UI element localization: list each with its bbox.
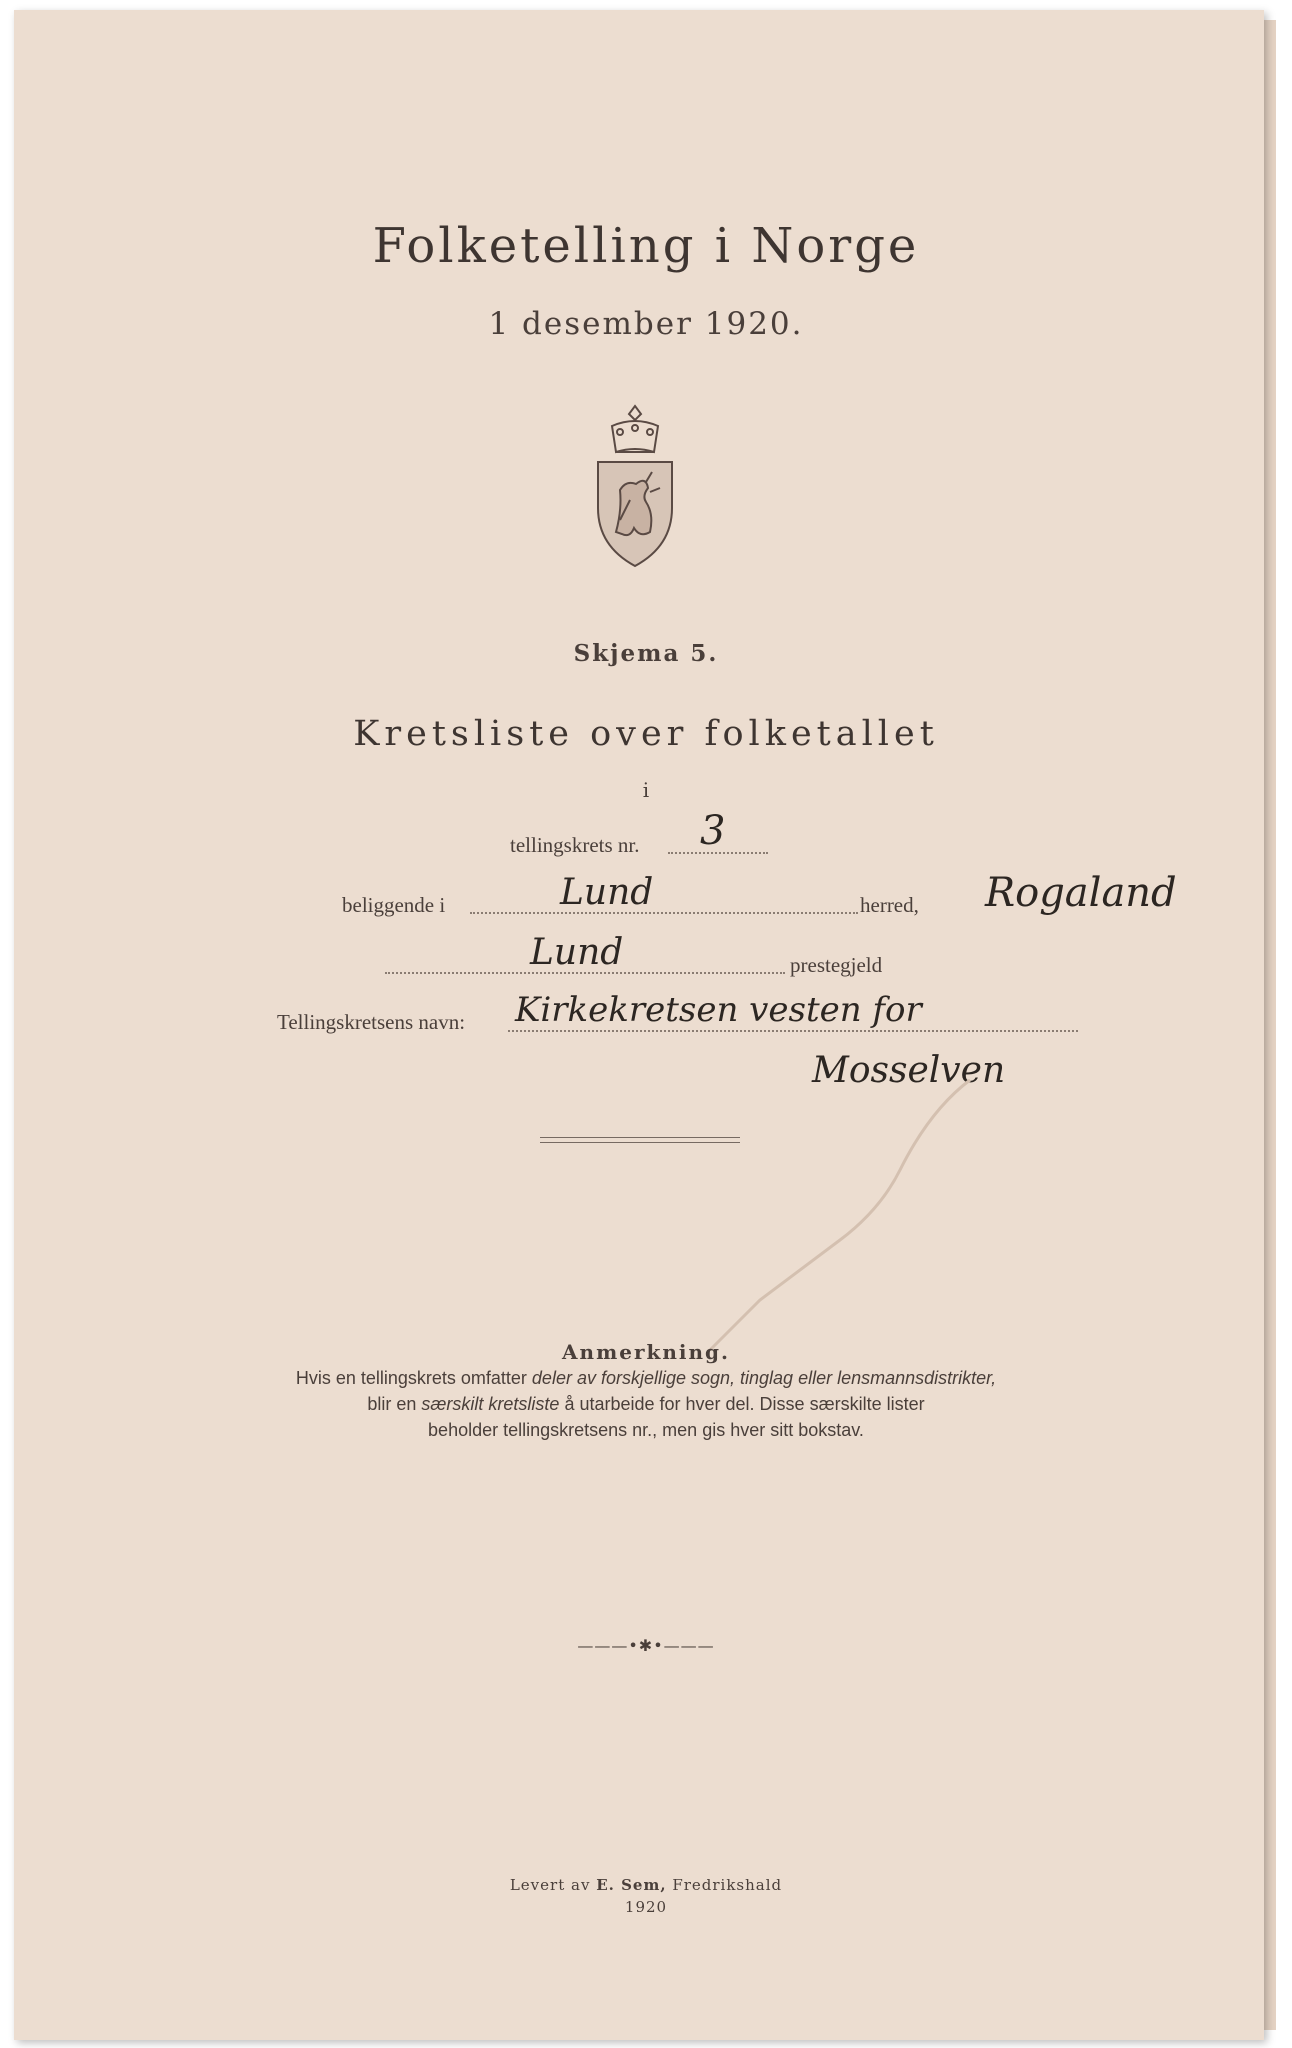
note-line-3: beholder tellingskretsens nr., men gis hver sitt bokstav. — [428, 1420, 864, 1440]
krets-name-label: Tellingskretsens navn: — [277, 1010, 466, 1034]
krets-name-value-line1: Kirkekretsen vesten for — [515, 990, 922, 1030]
krets-name-value-line2: Mosselven — [812, 1050, 1006, 1091]
separator-rule-bottom — [540, 1142, 740, 1143]
page-title: Folketelling i Norge — [372, 218, 920, 274]
separator-rule-top — [540, 1137, 740, 1138]
printer-credit-prefix: Levert av — [509, 1876, 597, 1894]
coat-of-arms-icon — [590, 402, 680, 572]
krets-number-label: tellingskrets nr. — [510, 833, 640, 857]
print-year: 1920 — [624, 1898, 668, 1916]
printer-name: E. Sem, — [596, 1876, 667, 1894]
note-line-2-plain-b: å utarbeide for hver del. Disse særskilte lister — [559, 1394, 925, 1414]
ornament-divider: ———•✱•——— — [577, 1636, 715, 1655]
herred-label: herred, — [860, 893, 919, 917]
census-date: 1 desember 1920. — [488, 306, 804, 342]
connector-word: i — [642, 778, 650, 802]
beliggende-value: Lund — [560, 872, 654, 913]
note-line-1-italic: deler av forskjellige sogn, tinglag eller lensmannsdistrikter, — [531, 1368, 997, 1388]
note-line-1-plain: Hvis en tellingskrets omfatter — [295, 1368, 532, 1388]
beliggende-label: beliggende i — [342, 893, 446, 917]
herred-value: Rogaland — [985, 870, 1177, 916]
note-line-1 — [0, 1368, 1292, 1389]
printer-credit — [0, 1876, 1292, 1894]
note-line-2-italic: særskilt kretsliste — [421, 1394, 560, 1414]
note-title: Anmerkning. — [562, 1340, 730, 1364]
note-line-2-plain-a: blir en — [367, 1394, 422, 1414]
printer-place: Fredrikshald — [666, 1876, 783, 1894]
krets-number-value: 3 — [700, 808, 726, 854]
prestegjeld-label: prestegjeld — [790, 953, 883, 977]
schema-number: Skjema 5. — [573, 640, 719, 667]
note-line-2 — [0, 1394, 1292, 1415]
prestegjeld-value: Lund — [530, 932, 624, 973]
beliggende-line — [470, 912, 858, 914]
krets-name-line — [508, 1030, 1078, 1032]
form-heading: Kretsliste over folketallet — [353, 714, 939, 754]
